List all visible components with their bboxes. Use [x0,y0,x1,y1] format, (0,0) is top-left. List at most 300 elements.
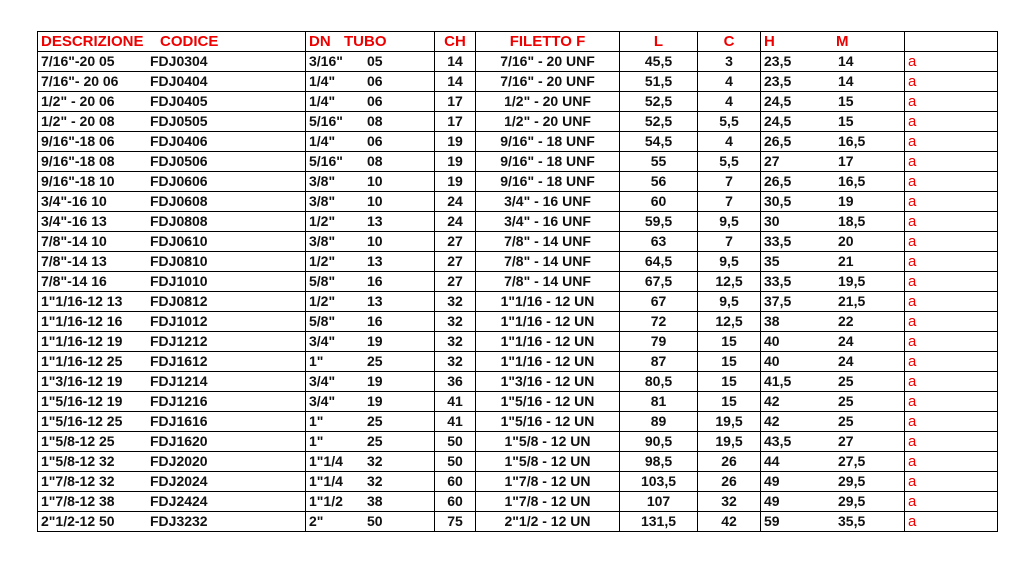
codice: FDJ0506 [150,153,208,169]
table-row [38,112,998,132]
l: 87 [620,352,698,372]
descrizione: 1"1/16-12 25 [41,353,123,369]
codice: FDJ0812 [150,293,208,309]
c: 15 [698,392,761,412]
l: 67,5 [620,272,698,292]
c: 19,5 [698,432,761,452]
m: 24 [838,353,854,369]
descrizione: 1"1/16-12 13 [41,293,123,309]
ch: 32 [435,352,476,372]
header-dn-tubo [306,32,435,52]
m: 17 [838,153,854,169]
h: 30,5 [764,193,792,209]
dn: 3/8" [309,233,336,249]
tubo: 13 [367,293,383,309]
header-c: C [698,32,761,52]
codice: FDJ1616 [150,413,208,429]
filetto: 3/4" - 16 UNF [476,192,620,212]
filetto: 1/2" - 20 UNF [476,112,620,132]
codice: FDJ1216 [150,393,208,409]
m: 16,5 [838,173,866,189]
dn: 1/4" [309,93,336,109]
ch: 19 [435,172,476,192]
descrizione-codice-cell [38,232,306,252]
dn: 1" [309,413,324,429]
c: 4 [698,132,761,152]
h-m-cell [761,132,905,152]
h-m-cell [761,112,905,132]
m: 27 [838,433,854,449]
a-mark: a [905,312,998,332]
descrizione-codice-cell [38,312,306,332]
filetto: 3/4" - 16 UNF [476,212,620,232]
descrizione: 1/2" - 20 08 [41,113,115,129]
table-row [38,212,998,232]
descrizione-codice-cell [38,392,306,412]
h: 37,5 [764,293,792,309]
h: 33,5 [764,273,792,289]
filetto: 1"1/16 - 12 UN [476,352,620,372]
ch: 60 [435,472,476,492]
dn-tubo-cell [306,52,435,72]
c: 42 [698,512,761,532]
tubo: 10 [367,173,383,189]
filetto: 1"3/16 - 12 UN [476,372,620,392]
c: 7 [698,232,761,252]
descrizione-codice-cell [38,432,306,452]
ch: 32 [435,312,476,332]
h: 42 [764,393,780,409]
descrizione: 1"5/16-12 19 [41,393,123,409]
dn-tubo-cell [306,372,435,392]
descrizione: 1/2" - 20 06 [41,93,115,109]
dn: 3/16" [309,53,343,69]
header-l: L [620,32,698,52]
h: 26,5 [764,133,792,149]
h: 40 [764,333,780,349]
header-extra [905,32,998,52]
dn-tubo-cell [306,352,435,372]
codice: FDJ2424 [150,493,208,509]
c: 12,5 [698,272,761,292]
m: 19,5 [838,273,866,289]
h-m-cell [761,312,905,332]
descrizione-codice-cell [38,272,306,292]
table-row [38,452,998,472]
dn-tubo-cell [306,452,435,472]
m: 14 [838,73,854,89]
l: 103,5 [620,472,698,492]
a-mark: a [905,192,998,212]
l: 89 [620,412,698,432]
ch: 27 [435,252,476,272]
filetto: 1"5/8 - 12 UN [476,452,620,472]
c: 5,5 [698,152,761,172]
header-h-m [761,32,905,52]
table-row [38,392,998,412]
dn: 1/2" [309,253,336,269]
h-m-cell [761,212,905,232]
table-row [38,352,998,372]
descrizione-codice-cell [38,152,306,172]
descrizione-codice-cell [38,292,306,312]
a-mark: a [905,72,998,92]
descrizione-codice-cell [38,52,306,72]
h-m-cell [761,172,905,192]
descrizione-codice-cell [38,512,306,532]
l: 52,5 [620,112,698,132]
h-m-cell [761,152,905,172]
tubo: 32 [367,453,383,469]
table-row [38,92,998,112]
table-row [38,152,998,172]
table-row [38,432,998,452]
filetto: 9/16" - 18 UNF [476,152,620,172]
dn: 5/8" [309,273,336,289]
descrizione-codice-cell [38,372,306,392]
h-m-cell [761,92,905,112]
c: 4 [698,92,761,112]
ch: 27 [435,232,476,252]
header-row [38,32,998,52]
header-h: H [764,33,775,50]
m: 21,5 [838,293,866,309]
table-row [38,292,998,312]
fittings-table [37,31,998,532]
a-mark: a [905,432,998,452]
ch: 24 [435,212,476,232]
tubo: 16 [367,313,383,329]
h-m-cell [761,392,905,412]
descrizione-codice-cell [38,192,306,212]
h-m-cell [761,192,905,212]
a-mark: a [905,212,998,232]
ch: 19 [435,132,476,152]
m: 25 [838,393,854,409]
filetto: 1"1/16 - 12 UN [476,312,620,332]
tubo: 13 [367,253,383,269]
dn-tubo-cell [306,332,435,352]
descrizione: 1"5/8-12 32 [41,453,115,469]
table-row [38,232,998,252]
l: 54,5 [620,132,698,152]
h: 38 [764,313,780,329]
descrizione: 7/8"-14 13 [41,253,107,269]
h-m-cell [761,412,905,432]
table-row [38,52,998,72]
l: 45,5 [620,52,698,72]
tubo: 19 [367,333,383,349]
h-m-cell [761,232,905,252]
descrizione: 7/8"-14 16 [41,273,107,289]
codice: FDJ0608 [150,193,208,209]
h-m-cell [761,432,905,452]
descrizione: 9/16"-18 10 [41,173,115,189]
dn: 1"1/2 [309,493,343,509]
table-row [38,172,998,192]
dn-tubo-cell [306,112,435,132]
a-mark: a [905,132,998,152]
h: 23,5 [764,53,792,69]
c: 32 [698,492,761,512]
l: 51,5 [620,72,698,92]
descrizione-codice-cell [38,212,306,232]
codice: FDJ1214 [150,373,208,389]
dn-tubo-cell [306,512,435,532]
dn-tubo-cell [306,272,435,292]
ch: 41 [435,412,476,432]
header-descrizione-codice [38,32,306,52]
h-m-cell [761,252,905,272]
codice: FDJ3232 [150,513,208,529]
h-m-cell [761,452,905,472]
h-m-cell [761,352,905,372]
tubo: 50 [367,513,383,529]
l: 56 [620,172,698,192]
dn-tubo-cell [306,132,435,152]
l: 67 [620,292,698,312]
h-m-cell [761,512,905,532]
filetto: 7/8" - 14 UNF [476,272,620,292]
h: 26,5 [764,173,792,189]
descrizione: 1"5/16-12 25 [41,413,123,429]
descrizione-codice-cell [38,132,306,152]
m: 21 [838,253,854,269]
dn-tubo-cell [306,392,435,412]
c: 7 [698,172,761,192]
dn-tubo-cell [306,72,435,92]
a-mark: a [905,472,998,492]
codice: FDJ0610 [150,233,208,249]
descrizione-codice-cell [38,332,306,352]
h: 44 [764,453,780,469]
dn-tubo-cell [306,252,435,272]
dn: 1" [309,433,324,449]
ch: 27 [435,272,476,292]
descrizione: 9/16"-18 06 [41,133,115,149]
ch: 14 [435,52,476,72]
table-row [38,132,998,152]
a-mark: a [905,372,998,392]
dn: 1"1/4 [309,453,343,469]
h: 49 [764,493,780,509]
m: 29,5 [838,493,866,509]
tubo: 16 [367,273,383,289]
h-m-cell [761,292,905,312]
m: 35,5 [838,513,866,529]
descrizione-codice-cell [38,172,306,192]
descrizione: 3/4"-16 10 [41,193,107,209]
m: 22 [838,313,854,329]
l: 63 [620,232,698,252]
h: 23,5 [764,73,792,89]
tubo: 08 [367,153,383,169]
header-tubo: TUBO [344,33,387,50]
header-filetto: FILETTO F [476,32,620,52]
a-mark: a [905,112,998,132]
filetto: 1"1/16 - 12 UN [476,292,620,312]
ch: 50 [435,432,476,452]
descrizione: 3/4"-16 13 [41,213,107,229]
dn-tubo-cell [306,232,435,252]
ch: 17 [435,112,476,132]
filetto: 2"1/2 - 12 UN [476,512,620,532]
tubo: 25 [367,433,383,449]
dn-tubo-cell [306,312,435,332]
tubo: 10 [367,193,383,209]
c: 7 [698,192,761,212]
header-m: M [836,33,849,50]
dn: 1/4" [309,73,336,89]
c: 9,5 [698,292,761,312]
tubo: 38 [367,493,383,509]
m: 18,5 [838,213,866,229]
l: 79 [620,332,698,352]
codice: FDJ1012 [150,313,208,329]
l: 60 [620,192,698,212]
descrizione: 1"1/16-12 19 [41,333,123,349]
dn: 3/8" [309,193,336,209]
tubo: 06 [367,73,383,89]
descrizione-codice-cell [38,72,306,92]
table-row [38,252,998,272]
descrizione: 1"7/8-12 38 [41,493,115,509]
tubo: 25 [367,353,383,369]
c: 12,5 [698,312,761,332]
h-m-cell [761,52,905,72]
descrizione-codice-cell [38,352,306,372]
header-codice: CODICE [160,33,219,50]
a-mark: a [905,172,998,192]
dn: 3/4" [309,393,336,409]
ch: 24 [435,192,476,212]
a-mark: a [905,252,998,272]
c: 15 [698,332,761,352]
c: 26 [698,472,761,492]
header-descrizione: DESCRIZIONE [41,33,144,50]
header-ch: CH [435,32,476,52]
tubo: 08 [367,113,383,129]
table-row [38,372,998,392]
h: 41,5 [764,373,792,389]
h-m-cell [761,472,905,492]
ch: 36 [435,372,476,392]
dn-tubo-cell [306,192,435,212]
a-mark: a [905,452,998,472]
dn-tubo-cell [306,92,435,112]
c: 5,5 [698,112,761,132]
c: 15 [698,372,761,392]
a-mark: a [905,52,998,72]
descrizione-codice-cell [38,92,306,112]
l: 59,5 [620,212,698,232]
codice: FDJ0404 [150,73,208,89]
table-row [38,472,998,492]
codice: FDJ0405 [150,93,208,109]
m: 14 [838,53,854,69]
l: 80,5 [620,372,698,392]
ch: 32 [435,292,476,312]
tubo: 10 [367,233,383,249]
table-row [38,192,998,212]
h-m-cell [761,72,905,92]
ch: 60 [435,492,476,512]
table-row [38,312,998,332]
dn-tubo-cell [306,172,435,192]
codice: FDJ1212 [150,333,208,349]
codice: FDJ2020 [150,453,208,469]
descrizione: 1"5/8-12 25 [41,433,115,449]
h: 24,5 [764,93,792,109]
dn-tubo-cell [306,212,435,232]
h: 33,5 [764,233,792,249]
m: 16,5 [838,133,866,149]
table-row [38,492,998,512]
filetto: 1"7/8 - 12 UN [476,492,620,512]
tubo: 25 [367,413,383,429]
ch: 19 [435,152,476,172]
a-mark: a [905,292,998,312]
descrizione: 7/8"-14 10 [41,233,107,249]
tubo: 19 [367,373,383,389]
filetto: 1"7/8 - 12 UN [476,472,620,492]
codice: FDJ1010 [150,273,208,289]
m: 15 [838,113,854,129]
h: 42 [764,413,780,429]
a-mark: a [905,232,998,252]
l: 81 [620,392,698,412]
h: 27 [764,153,780,169]
a-mark: a [905,272,998,292]
dn: 1/4" [309,133,336,149]
filetto: 1"5/16 - 12 UN [476,392,620,412]
descrizione: 1"1/16-12 16 [41,313,123,329]
descrizione: 2"1/2-12 50 [41,513,115,529]
descrizione-codice-cell [38,112,306,132]
codice: FDJ0304 [150,53,208,69]
filetto: 7/8" - 14 UNF [476,232,620,252]
h: 59 [764,513,780,529]
h-m-cell [761,332,905,352]
l: 55 [620,152,698,172]
c: 19,5 [698,412,761,432]
l: 131,5 [620,512,698,532]
codice: FDJ0505 [150,113,208,129]
ch: 32 [435,332,476,352]
l: 90,5 [620,432,698,452]
table-row [38,512,998,532]
codice: FDJ0810 [150,253,208,269]
codice: FDJ1612 [150,353,208,369]
codice: FDJ0808 [150,213,208,229]
m: 29,5 [838,473,866,489]
dn-tubo-cell [306,292,435,312]
m: 24 [838,333,854,349]
table-row [38,332,998,352]
h-m-cell [761,492,905,512]
filetto: 1"1/16 - 12 UN [476,332,620,352]
l: 64,5 [620,252,698,272]
a-mark: a [905,92,998,112]
h: 40 [764,353,780,369]
c: 9,5 [698,212,761,232]
descrizione-codice-cell [38,252,306,272]
dn: 1"1/4 [309,473,343,489]
codice: FDJ0406 [150,133,208,149]
dn: 5/16" [309,113,343,129]
m: 19 [838,193,854,209]
h: 49 [764,473,780,489]
